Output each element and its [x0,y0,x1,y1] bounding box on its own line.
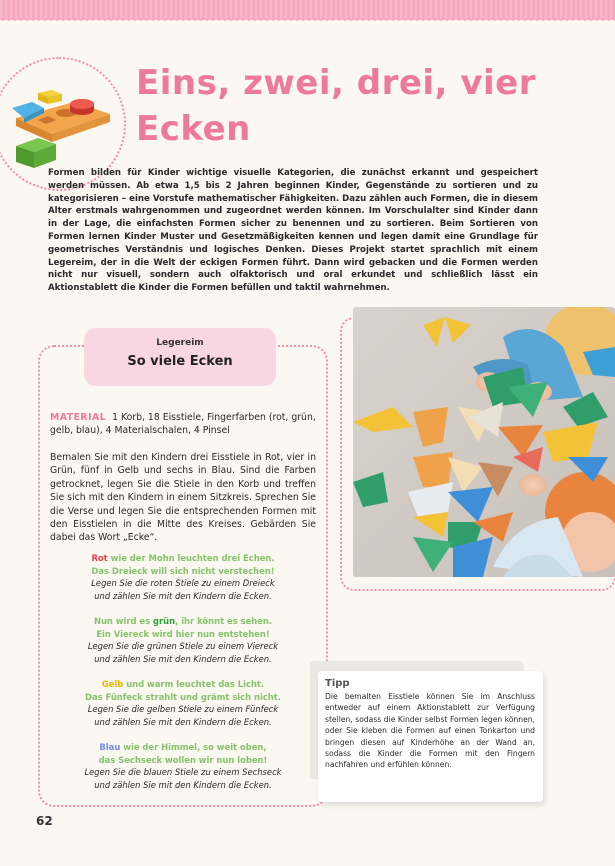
shape-sorter-icon [8,80,114,175]
tipp-text: Die bemalten Eisstiele können Sie im Anschluss entweder auf einem Aktionstablett zur Verfügung stellen, sodass die Kinder selbst Formen legen können, oder Sie kleben die Formen auf einen Tonkarton und bringen diesen auf Kinderhöhe an der Wand an, sodass die Kinder die Formen mit den Fingern nachfahren und erfühlen können. [325,692,535,770]
verse-line-1: Blau wie der Himmel, so weit oben, [99,742,267,752]
tipp-title: Tipp [325,678,350,689]
verse-instruction-2: und zählen Sie mit den Kindern die Ecken. [94,653,272,664]
verse-green [60,615,306,665]
verse-instruction-2: und zählen Sie mit den Kindern die Ecken. [94,716,272,727]
verse-instruction-1: Legen Sie die blauen Stiele zu einem Sechseck [84,767,282,778]
verse-line-2: Das Fünfeck strahlt und grämt sich nicht. [85,691,281,702]
material-text: 1 Korb, 18 Eisstiele, Fingerfarben (rot, grün, gelb, blau), 4 Materialschalen, 4 Pinsel [50,412,316,436]
legereim-label: Legereim [156,338,204,348]
verse-instruction-2: und zählen Sie mit den Kindern die Ecken. [94,779,272,790]
verse-line-2: das Sechseck wollen wir nun loben! [98,754,268,765]
verse-red [60,552,306,602]
verse-instruction-1: Legen Sie die grünen Stiele zu einem Viereck [87,641,279,652]
verse-instruction-1: Legen Sie die gelben Stiele zu einem Fünfeck [87,704,279,715]
top-band-scallop [0,18,615,24]
verse-yellow [60,678,306,728]
verse-line-1: Nun wird es grün, ihr könnt es sehen. [93,616,273,626]
verse-line-1: Rot wie der Mohn leuchten drei Echen. [91,553,275,563]
top-decorative-band [0,0,615,20]
verse-instruction-1: Legen Sie die roten Stiele zu einem Dreieck [91,578,275,589]
verse-line-2: Ein Viereck wird hier nun entstehen! [96,628,270,639]
page-title: Eins, zwei, drei, vier Ecken [136,63,536,149]
verse-instruction-2: und zählen Sie mit den Kindern die Ecken. [94,590,272,601]
verse-line-1: Gelb und warm leuchtet das Licht. [101,679,265,689]
legereim-title: So viele Ecken [127,354,233,369]
material-label: MATERIAL [50,412,107,423]
legereim-header [84,328,276,386]
instructions-paragraph: Bemalen Sie mit den Kindern drei Eisstiele in Rot, vier in Grün, fünf in Gelb und sechs in Blau. Sind die Farben getrocknet, legen Sie die Stiele in den Korb und treffen Sie sich mit den Kindern in einem Sitzkreis. Sprechen Sie die Verse und legen Sie die entsprechenden Formen mit den Eisstielen in die Mitte des Kreises. Gebärden Sie dabei das Wort „Ecke“. [50,452,316,544]
material-line [50,411,316,437]
verse-line-2: Das Dreieck will sich nicht verstechen! [91,565,275,576]
verse-blue [60,741,306,791]
tipp-card [318,671,543,802]
children-tangram-photo [353,307,615,577]
page-number: 62 [36,814,53,828]
intro-paragraph: Formen bilden für Kinder wichtige visuelle Kategorien, die zunächst erkannt und gespeichert werden müssen. Ab etwa 1,5 bis 2 Jahren beginnen Kinder, Gegenstände zu sortieren und zu kategorisieren – eine Vorstufe mathematischer Fähigkeiten. Dazu zählen auch Formen, die in diesem Alter erstmals wahrgenommen und zugeordnet werden können. Im Vorschulalter sind Kinder dann in der Lage, die einfachsten Formen sicher zu benennen und zu sortieren. Beim Sortieren von Formen lernen Kinder Muster und Gesetzmäßigkeiten kennen und legen damit eine Grundlage für geometrisches Verständnis und logisches Denken. Dieses Projekt startet sprachlich mit einem Legereim, der in die Welt der eckigen Formen führt. Dann wird gebacken und die Formen werden nicht nur visuell, sondern auch olfaktorisch und oral erkundet und schließlich lässt ein Aktionstablett die Kinder die Formen befüllen und taktil wahrnehmen. [48,168,538,294]
